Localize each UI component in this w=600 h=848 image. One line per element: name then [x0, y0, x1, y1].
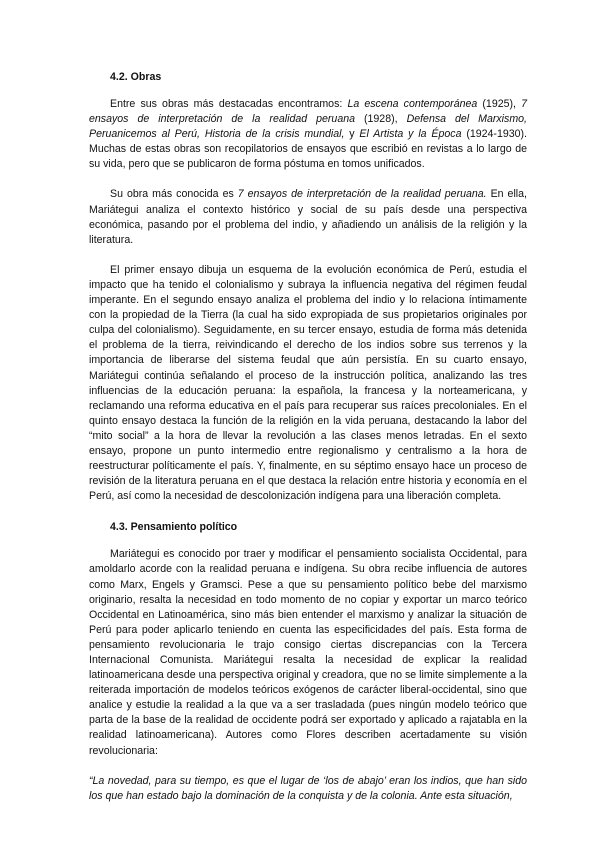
obras-p2-intro: Su obra más conocida es	[110, 188, 238, 201]
obras-paragraph-3: El primer ensayo dibuja un esquema de la evolución económica de Perú, estudia el impacto que ha tenido el colonialismo y subraya la influencia negativa del régimen feudal imperante. En el segundo ensayo analiza el problema del indio y lo relaciona íntimamente con la propiedad de la Tierra (la cual ha sido expropiada de sus propietarios originales por culpa del colonialismo). Seguidamente, en su tercer ensayo, estudia de forma más detenida el problema de la tierra, reivindicando el derecho de los indios sobre sus terrenos y la importancia de liberarse del sistema feudal que aún persistía. En su cuarto ensayo, Mariátegui continúa señalando el proceso de la instrucción política, analizando las tres influencias de la educación peruana: la española, la francesa y la norteamericana, y reclamando una reforma educativa en el país para recuperar sus raíces precoloniales. En el quinto ensayo destaca la función de la religión en la vida peruana, destacando la labor del “mito social” a la hora de llevar la revolución a las clases menos letradas. En el sexto ensayo, propone un punto intermedio entre regionalismo y centralismo a la hora de reestructurar políticamente el país. Y, finalmente, en su séptimo ensayo hace un proceso de revisión de la literatura peruana en el que destaca la relación entre historia y economía en el Perú, así como la necesidad de descolonización indígena para una liberación completa.	[89, 263, 527, 503]
pensamiento-paragraph-1: Mariátegui es conocido por traer y modificar el pensamiento socialista Occidental, para amoldarlo acorde con la realidad peruana e indígena. Su obra recibe influencia de autores como Marx, Engels y Gramsci. Pese a que su pensamiento político bebe del marxismo originario, resalta la necesidad en todo momento de no copiar y exportar un marco teórico Occidental en Latinoamérica, sino más bien entender el marxismo y analizar la situación de Perú para poder aplicarlo teniendo en cuenta las especificidades del país. Esta forma de pensamiento revolucionaria le trajo consigo ciertas discrepancias con la Tercera Internacional Comunista. Mariátegui resalta la necesidad de explicar la realidad latinoamericana desde una perspectiva original y creadora, que no se limite simplemente a la reiterada importación de modelos teóricos exógenos de carácter liberal-occidental, sino que analice y estudie la realidad a la que va a ser trasladada (pues ningún modelo teórico que parta de la base de la realidad de occidente podrá ser exportado y aplicado a rajatabla en la realidad latinoamericana). Autores como Flores describen acertadamente su visión revolucionaria:	[89, 548, 527, 757]
document-page	[89, 70, 527, 804]
obras-p1-year-2: (1928),	[355, 113, 407, 126]
obras-p1-intro: Entre sus obras más destacadas encontramos:	[110, 98, 348, 110]
obras-p1-works-3: Defensa del Marxismo, Peruanicemos al Perú, Historia de la crisis mundial,	[89, 113, 527, 141]
obras-p1-work-1: La escena contemporánea	[347, 98, 478, 110]
obras-p1-rest: (1924-1930). Muchas de estas obras son recopilatorios de ensayos que escribió en revistas a lo largo de su vida, pero que se publicaron de forma póstuma en tomos unificados.	[89, 128, 527, 171]
section-heading-obras: 4.2. Obras	[110, 71, 162, 83]
obras-p1-join: y	[344, 128, 360, 141]
obras-p1-year-1: (1925),	[477, 98, 522, 110]
obras-p1-work-2: 7 ensayos de interpretación de la realidad peruana	[89, 98, 528, 126]
obras-paragraph-2	[89, 187, 527, 247]
pensamiento-quote: “La novedad, para su tiempo, es que el lugar de ‘los de abajo’ eran los indios, que han sido los que han estado bajo la dominación de la conquista y de la colonia. Ante esta situación,	[89, 774, 527, 802]
obras-p1-work-4: El Artista y la Época	[359, 128, 462, 141]
obras-paragraph-1	[89, 97, 527, 172]
obras-p2-rest: En ella, Mariátegui analiza el contexto histórico y social de su país desde una perspectiva económica, pasando por el problema del indio, y añadiendo un análisis de la religión y la literatura.	[89, 188, 527, 246]
section-heading-pensamiento: 4.3. Pensamiento político	[110, 521, 238, 534]
obras-p2-work: 7 ensayos de interpretación de la realidad peruana.	[237, 188, 487, 201]
